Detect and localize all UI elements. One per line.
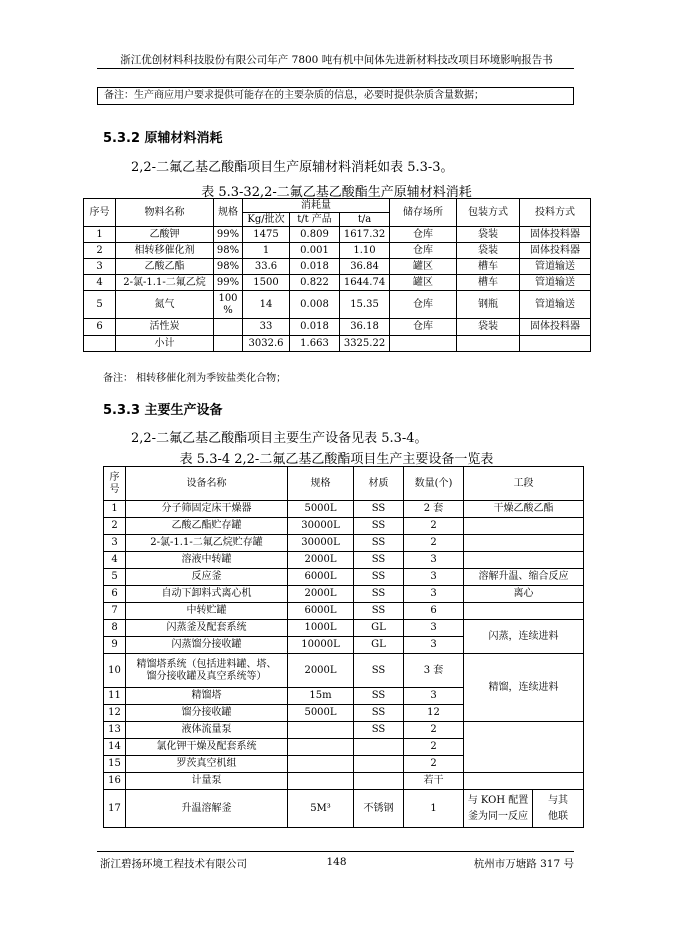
header-material: 材质 [354, 467, 404, 501]
cell-name: 分子筛固定床干燥器 [126, 501, 288, 518]
cell-feed: 固体投料器 [520, 227, 591, 243]
section-intro-532: 2,2-二氟乙基乙酸酯项目生产原辅材料消耗如表 5.3-3。 [131, 160, 454, 175]
cell-spec: 2000L [288, 552, 354, 569]
cell-process [464, 518, 584, 535]
header-qty: 数量(个) [404, 467, 464, 501]
section-heading-533: 5.3.3 主要生产设备 [103, 403, 223, 418]
cell-spec: 10000L [288, 637, 354, 654]
cell-material: SS [354, 535, 404, 552]
cell-feed: 管道输送 [520, 259, 591, 275]
cell-spec: 5000L [288, 501, 354, 518]
cell-material [354, 739, 404, 756]
cell-process [464, 535, 584, 552]
cell-material: SS [354, 603, 404, 620]
cell-spec: 100 % [214, 291, 243, 319]
subtotal-label: 小计 [116, 336, 214, 352]
cell-pack: 袋装 [457, 227, 520, 243]
cell-name: 中转贮罐 [126, 603, 288, 620]
page-header: 浙江优创材料科技股份有限公司年产 7800 吨有机中间体先进新材料技改项目环境影响报告书 [120, 54, 553, 66]
header-spec: 规格 [288, 467, 354, 501]
table-row [84, 291, 591, 319]
cell-spec [288, 756, 354, 773]
cell-ta: 36.84 [340, 259, 390, 275]
cell-no: 3 [104, 535, 126, 552]
cell-tt: 0.018 [290, 259, 340, 275]
table-row [84, 227, 591, 243]
cell-material: SS [354, 705, 404, 722]
cell-storage: 罐区 [390, 259, 457, 275]
cell-material: GL [354, 637, 404, 654]
table-row [104, 535, 584, 552]
cell-no: 4 [104, 552, 126, 569]
cell-qty: 3 [404, 586, 464, 603]
cell-tt: 0.008 [290, 291, 340, 319]
cell-tt: 0.822 [290, 275, 340, 291]
table-caption-533: 表 5.3-32,2-二氟乙基乙酸酯生产原辅材料消耗 [201, 185, 472, 200]
cell-no: 13 [104, 722, 126, 739]
cell-no: 1 [84, 227, 116, 243]
cell-qty: 3 [404, 688, 464, 705]
cell-qty: 若干 [404, 773, 464, 790]
cell-material: SS [354, 552, 404, 569]
cell-name: 乙酸乙酯贮存罐 [126, 518, 288, 535]
table-row [84, 275, 591, 291]
cell-feed: 固体投料器 [520, 243, 591, 259]
cell-no: 15 [104, 756, 126, 773]
cell-spec: 1000L [288, 620, 354, 637]
footer-rule [97, 851, 574, 852]
cell-name: 馏分接收罐 [126, 705, 288, 722]
table-caption-534: 表 5.3-4 2,2-二氟乙基乙酸酯项目生产主要设备一览表 [179, 452, 494, 467]
table-row [84, 259, 591, 275]
cell-spec: 5000L [288, 705, 354, 722]
cell-name: 反应釜 [126, 569, 288, 586]
table-row [104, 586, 584, 603]
cell-material: SS [354, 518, 404, 535]
cell-ta: 1.10 [340, 243, 390, 259]
table-row [104, 773, 584, 790]
table-row [104, 654, 584, 688]
cell-process-b: 与其 他联 [533, 790, 584, 828]
cell-no: 14 [104, 739, 126, 756]
cell-spec: 30000L [288, 535, 354, 552]
section-heading-532: 5.3.2 原辅材料消耗 [103, 131, 223, 146]
cell-feed: 管道输送 [520, 275, 591, 291]
cell-storage: 仓库 [390, 319, 457, 336]
cell-spec: 30000L [288, 518, 354, 535]
cell-name: 乙酸钾 [116, 227, 214, 243]
table-row [104, 552, 584, 569]
header-pack: 包装方式 [457, 199, 520, 227]
footer-address: 杭州市万塘路 317 号 [473, 858, 574, 870]
cell-storage: 仓库 [390, 227, 457, 243]
header-unit-batch: Kg/批次 [243, 213, 290, 227]
cell-batch: 14 [243, 291, 290, 319]
cell-name: 计量泵 [126, 773, 288, 790]
cell-spec [214, 319, 243, 336]
materials-table [83, 198, 591, 352]
cell-material: GL [354, 620, 404, 637]
header-name: 物料名称 [116, 199, 214, 227]
cell-process-rectification: 精馏，连续进料 [464, 654, 584, 722]
cell-no: 16 [104, 773, 126, 790]
cell-process [464, 552, 584, 569]
cell-material: SS [354, 586, 404, 603]
cell-qty: 3 [404, 552, 464, 569]
header-no: 序 号 [104, 467, 126, 501]
cell-storage: 仓库 [390, 243, 457, 259]
cell-spec: 6000L [288, 603, 354, 620]
page-number: 148 [326, 856, 347, 868]
cell-batch: 33 [243, 319, 290, 336]
cell-process [464, 773, 584, 790]
equipment-table [103, 466, 584, 828]
cell-tt: 0.018 [290, 319, 340, 336]
cell-process: 离心 [464, 586, 584, 603]
cell-spec: 15m [288, 688, 354, 705]
cell-name: 升温溶解釜 [126, 790, 288, 828]
cell-batch: 1475 [243, 227, 290, 243]
cell-no: 8 [104, 620, 126, 637]
header-consumption: 消耗量 [243, 199, 390, 213]
cell-no: 6 [104, 586, 126, 603]
cell-name: 精馏塔 [126, 688, 288, 705]
table-row [104, 569, 584, 586]
cell-spec: 6000L [288, 569, 354, 586]
cell-qty: 2 [404, 518, 464, 535]
cell-material: SS [354, 688, 404, 705]
cell-ta: 1644.74 [340, 275, 390, 291]
cell-no: 6 [84, 319, 116, 336]
cell-no: 9 [104, 637, 126, 654]
cell-pack: 钢瓶 [457, 291, 520, 319]
cell-spec: 98% [214, 243, 243, 259]
cell-no: 2 [84, 243, 116, 259]
cell-qty: 12 [404, 705, 464, 722]
cell-no: 3 [84, 259, 116, 275]
cell-ta: 1617.32 [340, 227, 390, 243]
cell-feed: 固体投料器 [520, 319, 591, 336]
cell-name: 自动下卸料式离心机 [126, 586, 288, 603]
cell-feed: 管道输送 [520, 291, 591, 319]
cell-qty: 3 [404, 620, 464, 637]
footer-company: 浙江碧扬环境工程技术有限公司 [100, 858, 247, 870]
table-row [84, 243, 591, 259]
subtotal-batch: 3032.6 [243, 336, 290, 352]
cell-name: 氯化钾干燥及配套系统 [126, 739, 288, 756]
header-no: 序号 [84, 199, 116, 227]
cell-spec: 99% [214, 275, 243, 291]
cell-name: 闪蒸釜及配套系统 [126, 620, 288, 637]
cell-no: 7 [104, 603, 126, 620]
cell-no: 5 [104, 569, 126, 586]
cell-qty: 2 [404, 535, 464, 552]
cell-spec [288, 739, 354, 756]
cell-batch: 33.6 [243, 259, 290, 275]
cell-spec: 2000L [288, 586, 354, 603]
header-storage: 储存场所 [390, 199, 457, 227]
cell-spec [288, 773, 354, 790]
cell-qty: 2 [404, 756, 464, 773]
cell-process-empty [464, 722, 584, 773]
subtotal-row [84, 336, 591, 352]
cell-process-flash: 闪蒸，连续进料 [464, 620, 584, 654]
table-row [104, 518, 584, 535]
cell-pack: 袋装 [457, 243, 520, 259]
cell-storage: 仓库 [390, 291, 457, 319]
cell-name: 闪蒸馏分接收罐 [126, 637, 288, 654]
header-name: 设备名称 [126, 467, 288, 501]
cell-spec: 5M³ [288, 790, 354, 828]
table-row [104, 620, 584, 637]
table-row [84, 319, 591, 336]
cell-material: 不锈钢 [354, 790, 404, 828]
cell-qty: 3 [404, 637, 464, 654]
cell-material: SS [354, 501, 404, 518]
cell-batch: 1 [243, 243, 290, 259]
cell-spec [288, 722, 354, 739]
cell-qty: 3 [404, 569, 464, 586]
table-row [104, 790, 584, 828]
table-row [104, 722, 584, 739]
cell-name: 罗茨真空机组 [126, 756, 288, 773]
cell-name: 2-氯-1.1-二氟乙烷贮存罐 [126, 535, 288, 552]
cell-name: 活性炭 [116, 319, 214, 336]
cell-no: 5 [84, 291, 116, 319]
cell-pack: 槽车 [457, 275, 520, 291]
cell-process: 干燥乙酸乙酯 [464, 501, 584, 518]
subtotal-tt: 1.663 [290, 336, 340, 352]
cell-name: 溶液中转罐 [126, 552, 288, 569]
cell-process [464, 603, 584, 620]
cell-material: SS [354, 569, 404, 586]
cell-tt: 0.001 [290, 243, 340, 259]
cell-no: 11 [104, 688, 126, 705]
cell-no: 4 [84, 275, 116, 291]
header-unit-tt: t/t 产品 [290, 213, 340, 227]
cell-material [354, 773, 404, 790]
header-rule [97, 68, 574, 69]
cell-spec: 99% [214, 227, 243, 243]
cell-pack: 袋装 [457, 319, 520, 336]
cell-no: 12 [104, 705, 126, 722]
cell-qty: 2 [404, 739, 464, 756]
materials-note: 备注： 相转移催化剂为季铵盐类化合物； [103, 373, 287, 384]
cell-no: 1 [104, 501, 126, 518]
cell-no: 10 [104, 654, 126, 688]
section-intro-533: 2,2-二氟乙基乙酸酯项目主要生产设备见表 5.3-4。 [131, 431, 428, 446]
cell-name: 相转移催化剂 [116, 243, 214, 259]
cell-name: 氮气 [116, 291, 214, 319]
cell-qty: 1 [404, 790, 464, 828]
impurity-note: 备注：生产商应用户要求提供可能存在的主要杂质的信息，必要时提供杂质含量数据； [97, 87, 574, 105]
cell-spec: 98% [214, 259, 243, 275]
header-process: 工段 [464, 467, 584, 501]
header-feed: 投料方式 [520, 199, 591, 227]
subtotal-ta: 3325.22 [340, 336, 390, 352]
cell-no: 2 [104, 518, 126, 535]
cell-ta: 36.18 [340, 319, 390, 336]
cell-no: 17 [104, 790, 126, 828]
cell-spec: 2000L [288, 654, 354, 688]
cell-name: 2-氯-1.1-二氟乙烷 [116, 275, 214, 291]
cell-ta: 15.35 [340, 291, 390, 319]
cell-name: 液体流量泵 [126, 722, 288, 739]
cell-qty: 3 套 [404, 654, 464, 688]
cell-batch: 1500 [243, 275, 290, 291]
cell-qty: 6 [404, 603, 464, 620]
cell-qty: 2 [404, 722, 464, 739]
cell-process: 溶解升温、缩合反应 [464, 569, 584, 586]
cell-material: SS [354, 654, 404, 688]
cell-material [354, 756, 404, 773]
header-unit-ta: t/a [340, 213, 390, 227]
table-row [104, 501, 584, 518]
cell-qty: 2 套 [404, 501, 464, 518]
cell-material: SS [354, 722, 404, 739]
header-spec: 规格 [214, 199, 243, 227]
cell-name: 精馏塔系统（包括进料罐、塔、 馏分接收罐及真空系统等） [126, 654, 288, 688]
cell-process-a: 与 KOH 配置 釜为同一反应 [464, 790, 533, 828]
cell-storage: 罐区 [390, 275, 457, 291]
table-row [104, 603, 584, 620]
cell-tt: 0.809 [290, 227, 340, 243]
cell-name: 乙酸乙酯 [116, 259, 214, 275]
cell-pack: 槽车 [457, 259, 520, 275]
